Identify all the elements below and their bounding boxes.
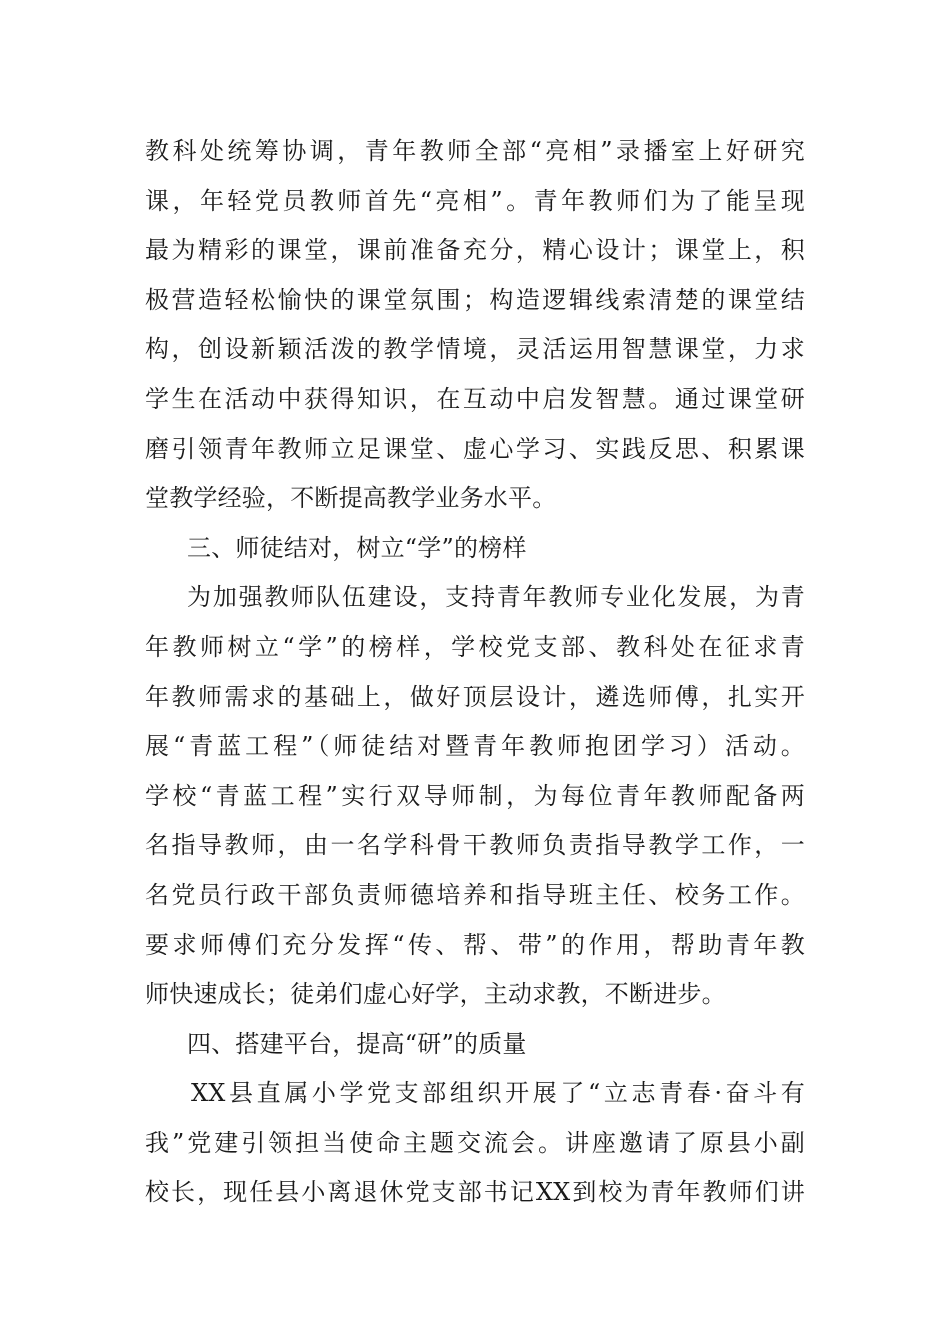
paragraph-line: 要求师傅们充分发挥“传、帮、带”的作用，帮助青年教 <box>145 930 805 959</box>
paragraph-line: 师快速成长；徒弟们虚心好学，主动求教，不断进步。 <box>145 980 726 1009</box>
paragraph-line: 名党员行政干部负责师德培养和指导班主任、校务工作。 <box>145 880 805 909</box>
paragraph-line: 学生在活动中获得知识，在互动中启发智慧。通过课堂研 <box>145 384 805 413</box>
paragraph-line: XX县直属小学党支部组织开展了“立志青春·奋斗有 <box>191 1079 805 1108</box>
paragraph-line: 教科处统筹协调，青年教师全部“亮相”录播室上好研究 <box>145 137 805 165</box>
paragraph-line: 年教师需求的基础上，做好顶层设计，遴选师傅，扎实开 <box>145 682 805 711</box>
paragraph-line: 名指导教师，由一名学科骨干教师负责指导教学工作，一 <box>145 831 805 860</box>
paragraph-line: 年教师树立“学”的榜样，学校党支部、教科处在征求青 <box>145 632 805 661</box>
paragraph-line: 为加强教师队伍建设，支持青年教师专业化发展，为青 <box>187 583 805 612</box>
section-heading: 四、搭建平台，提高“研”的质量 <box>187 1029 527 1058</box>
paragraph-line: 磨引领青年教师立足课堂、虚心学习、实践反思、积累课 <box>145 434 805 463</box>
paragraph-line: 最为精彩的课堂，课前准备充分，精心设计；课堂上，积 <box>145 236 805 265</box>
paragraph-line: 堂教学经验，不断提高教学业务水平。 <box>145 484 557 513</box>
paragraph-line: 校长，现任县小离退休党支部书记XX到校为青年教师们讲 <box>145 1178 805 1207</box>
paragraph-line: 构，创设新颖活泼的教学情境，灵活运用智慧课堂，力求 <box>145 335 805 364</box>
paragraph-line: 极营造轻松愉快的课堂氛围；构造逻辑线索清楚的课堂结 <box>145 285 805 314</box>
paragraph-line: 学校“青蓝工程”实行双导师制，为每位青年教师配备两 <box>145 781 805 810</box>
section-heading: 三、师徒结对，树立“学”的榜样 <box>187 533 527 562</box>
paragraph-line: 我”党建引领担当使命主题交流会。讲座邀请了原县小副 <box>145 1128 805 1157</box>
paragraph-line: 课，年轻党员教师首先“亮相”。青年教师们为了能呈现 <box>145 186 805 215</box>
document-body <box>145 127 805 1218</box>
paragraph-line: 展“青蓝工程”（师徒结对暨青年教师抱团学习）活动。 <box>145 732 805 761</box>
